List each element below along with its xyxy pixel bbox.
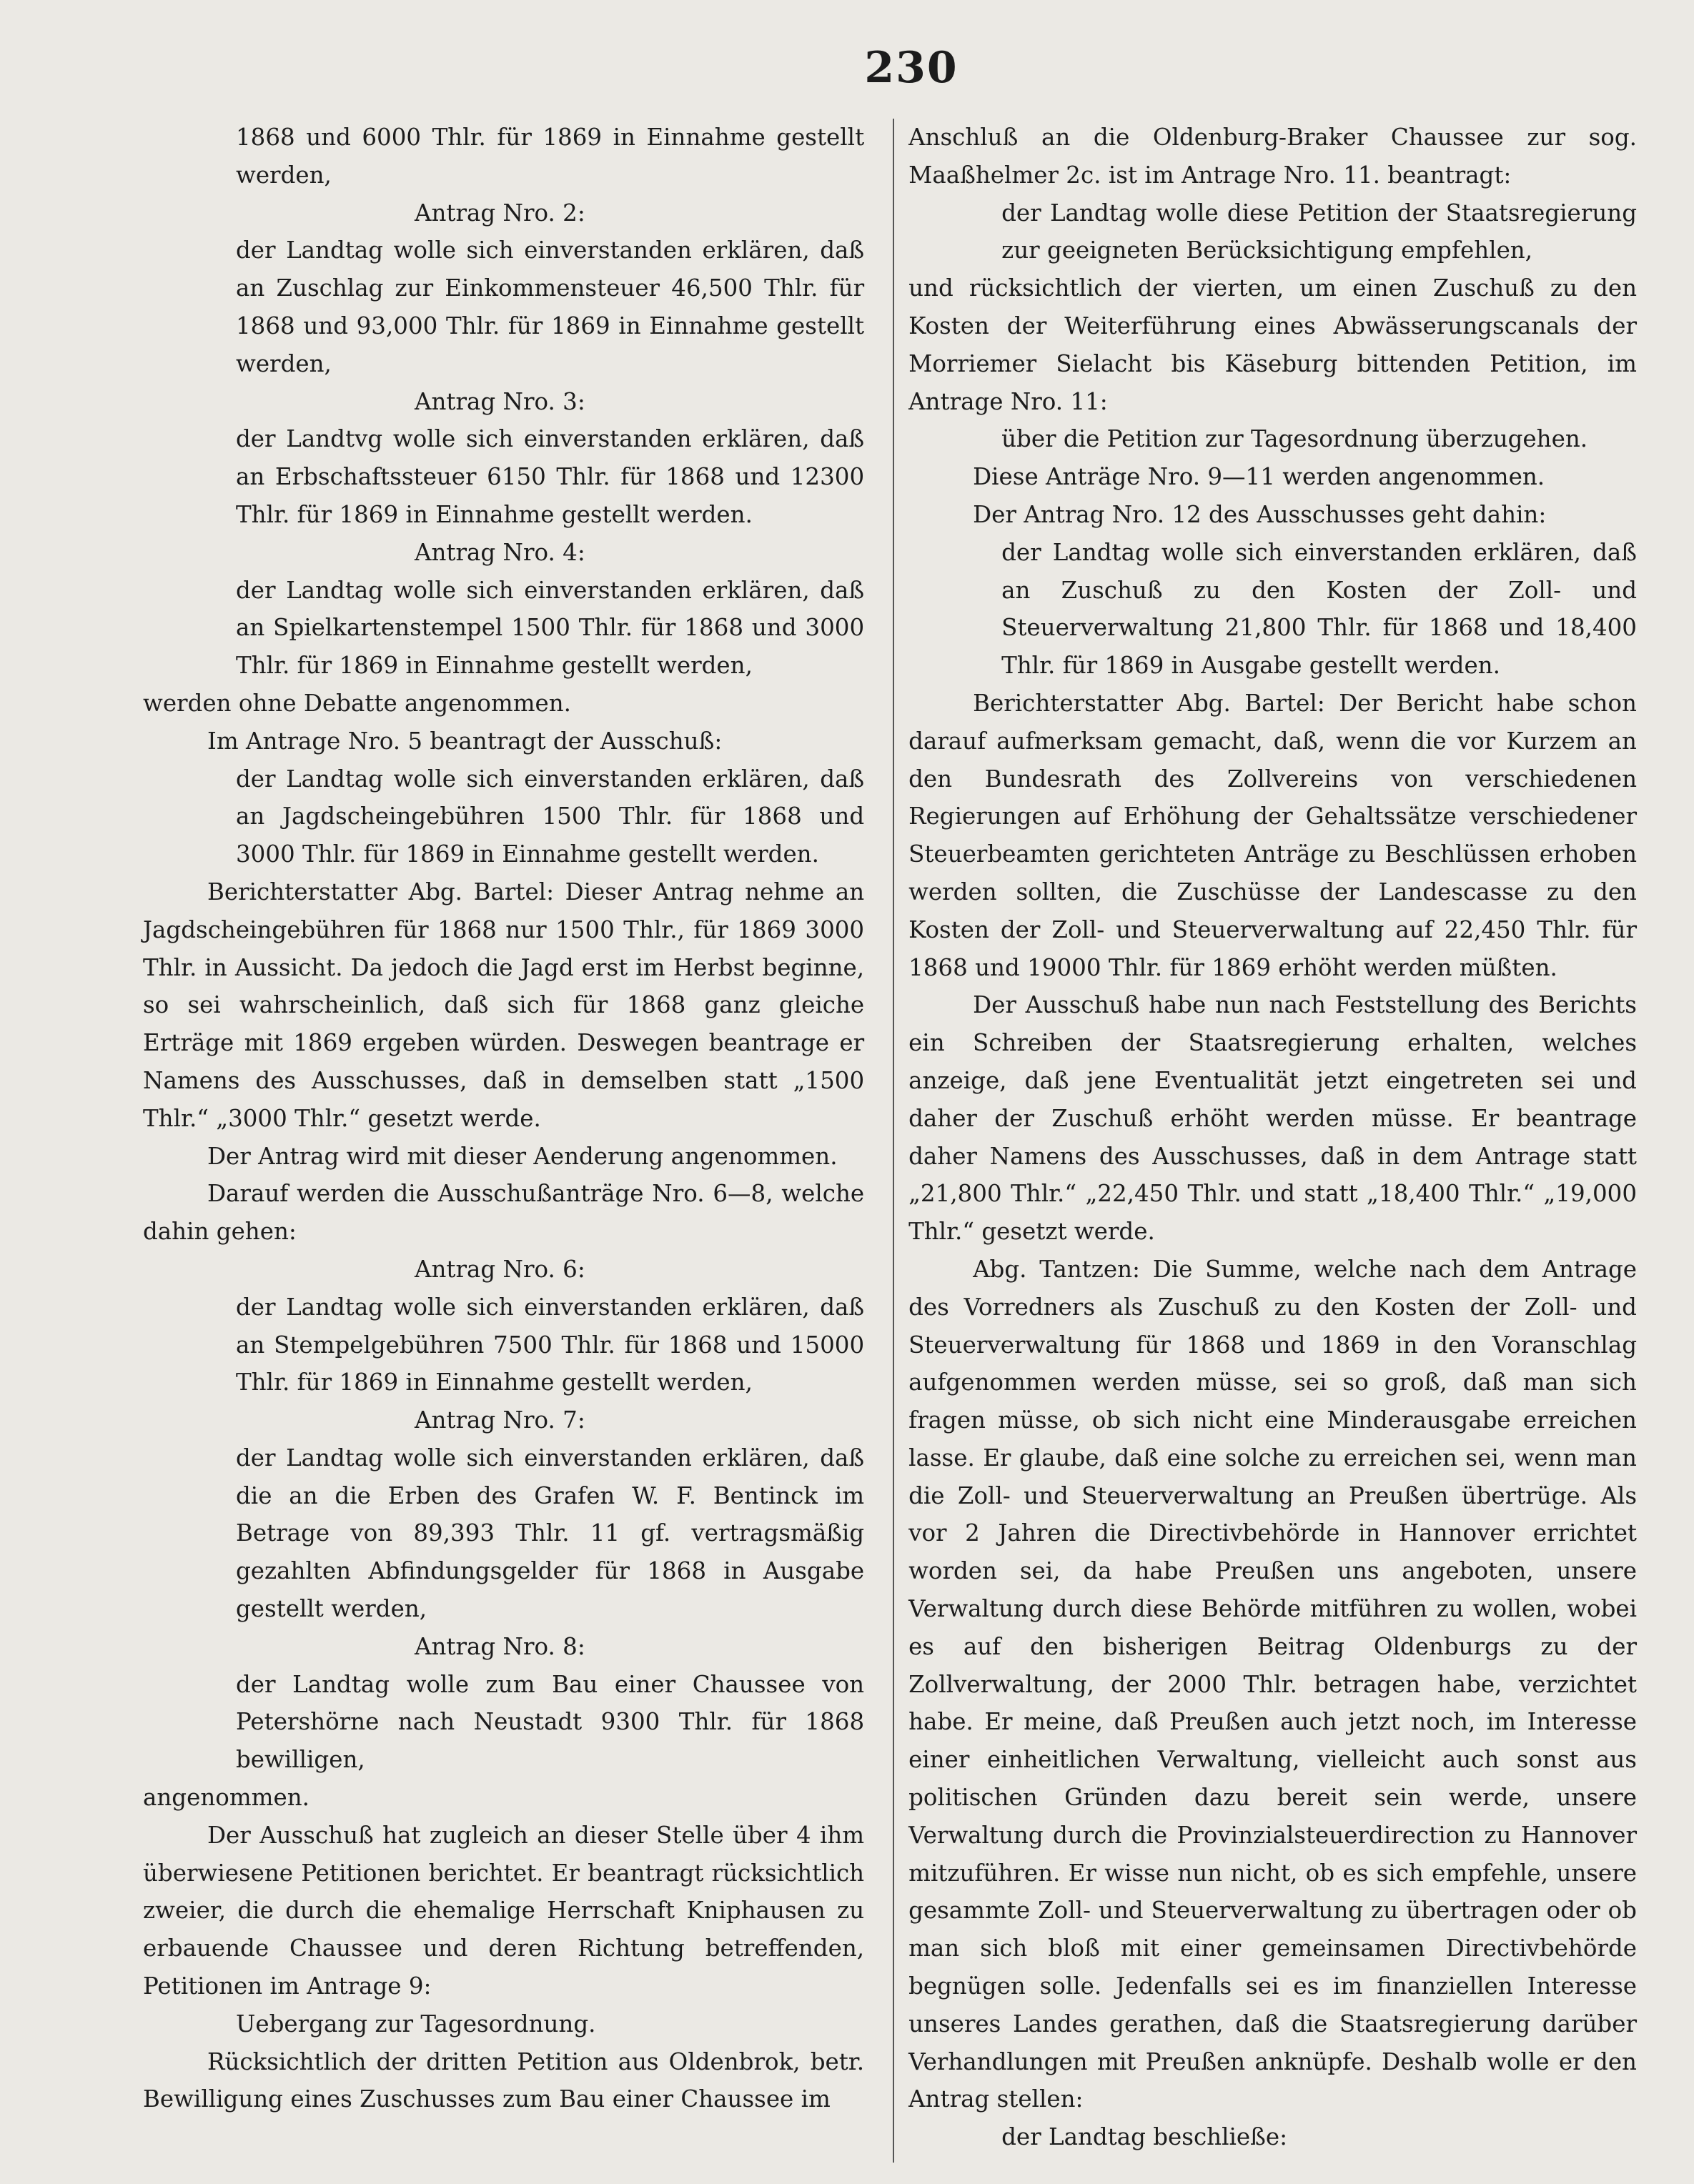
right-column-paragraph: der Landtag beschließe: [1001, 2123, 1288, 2151]
left-column-paragraph: Antrag Nro. 2: [415, 199, 585, 227]
right-column-paragraph: Der Antrag Nro. 12 des Ausschusses geht dahin: [973, 500, 1547, 528]
page-number: 230 [864, 43, 959, 93]
text-columns [143, 119, 1637, 2163]
left-column-paragraph: Der Ausschuß hat zugleich an dieser Stelle über 4 ihm überwiesene Petitionen berichtet. Er beantragt rücksichtlich zweier, die durch die ehemalige Herrschaft Kniphausen zu erbauende Chaussee und deren Richtung betreffenden, Petitionen im Antrage 9: [143, 1821, 865, 2000]
right-column-paragraph: Berichterstatter Abg. Bartel: Der Bericht habe schon darauf aufmerksam gemacht, daß, wenn die vor Kurzem an den Bundesrath des Zollvereins von verschiedenen Regierungen auf Erhöhung der Gehaltssätze verschiedener Steuerbeamten gerichteten Anträge zu Beschlüssen erhoben werden sollten, die Zuschüsse der Landescasse zu den Kosten der Zoll- und Steuerverwaltung auf 22,450 Thlr. für 1868 und 19000 Thlr. für 1869 erhöht werden müßten. [908, 689, 1637, 981]
left-column-paragraph: Berichterstatter Abg. Bartel: Dieser Antrag nehme an Jagdscheingebühren für 1868 nur 1500 Thlr., für 1869 3000 Thlr. in Aussicht. Da jedoch die Jagd erst im Herbst beginne, so sei wahrscheinlich, daß sich für 1868 ganz gleiche Erträge mit 1869 ergeben würden. Deswegen beantrage er Namens des Ausschusses, daß in demselben statt „1500 Thlr.“ „3000 Thlr.“ gesetzt werde. [143, 878, 865, 1132]
right-column-paragraph: Der Ausschuß habe nun nach Feststellung des Berichts ein Schreiben der Staatsregierung erhalten, welches anzeige, daß jene Eventualität jetzt eingetreten sei und daher der Zuschuß erhöht werden müsse. Er beantrage daher Namens des Ausschusses, daß in dem Antrage statt „21,800 Thlr.“ „22,450 Thlr. und statt „18,400 Thlr.“ „19,000 Thlr.“ gesetzt werde. [908, 991, 1637, 1246]
right-column-paragraph: der Landtag wolle sich einverstanden erklären, daß an Zuschuß zu den Kosten der Zoll- und Steuerverwaltung 21,800 Thlr. für 1868 und 18,400 Thlr. für 1869 in Ausgabe gestellt werden. [1001, 538, 1637, 680]
left-column-paragraph: der Landtag wolle sich einverstanden erklären, daß an Zuschlag zur Einkommensteuer 46,500 Thlr. für 1868 und 93,000 Thlr. für 1869 in Einnahme gestellt werden, [236, 237, 865, 377]
left-column-paragraph: Der Antrag wird mit dieser Aenderung angenommen. [207, 1142, 838, 1170]
left-column-paragraph: Antrag Nro. 7: [415, 1406, 585, 1434]
left-column-paragraph: der Landtvg wolle sich einverstanden erklären, daß an Erbschaftssteuer 6150 Thlr. für 1868 und 12300 Thlr. für 1869 in Einnahme gestellt werden. [236, 425, 865, 528]
left-column-paragraph: der Landtag wolle sich einverstanden erklären, daß an Jagdscheingebühren 1500 Thlr. für 1868 und 3000 Thlr. für 1869 in Einnahme gestellt werden. [236, 765, 865, 868]
left-column-paragraph: der Landtag wolle sich einverstanden erklären, daß an Spielkartenstempel 1500 Thlr. für 1868 und 3000 Thlr. für 1869 in Einnahme gestellt werden, [236, 576, 865, 680]
left-column-paragraph: Rücksichtlich der dritten Petition aus Oldenbrok, betr. Bewilligung eines Zuschusses zum Bau einer Chaussee im [143, 2047, 865, 2113]
right-column-paragraph: über die Petition zur Tagesordnung überzugehen. [1001, 425, 1588, 453]
left-column-paragraph: Uebergang zur Tagesordnung. [236, 2010, 596, 2037]
left-column-paragraph: Antrag Nro. 4: [415, 538, 585, 566]
column-divider [893, 119, 894, 2163]
left-column-paragraph: Antrag Nro. 6: [415, 1255, 585, 1283]
left-column-paragraph: Im Antrage Nro. 5 beantragt der Ausschuß: [207, 727, 723, 755]
left-column-paragraph: der Landtag wolle zum Bau einer Chaussee von Petershörne nach Neustadt 9300 Thlr. für 1868 bewilligen, [236, 1670, 865, 1774]
right-column [908, 119, 1637, 2163]
left-column-paragraph: werden ohne Debatte angenommen. [143, 689, 572, 717]
right-column-paragraph: und rücksichtlich der vierten, um einen Zuschuß zu den Kosten der Weiterführung eines Abwässerungscanals der Morriemer Sielacht bis Käseburg bittenden Petition, im Antrage Nro. 11: [908, 274, 1637, 415]
right-column-paragraph: Anschluß an die Oldenburg-Braker Chaussee zur sog. Maaßhelmer 2c. ist im Antrage Nro. 11. beantragt: [908, 124, 1637, 189]
right-column-paragraph: der Landtag wolle diese Petition der Staatsregierung zur geeigneten Berücksichtigung empfehlen, [1001, 199, 1637, 264]
right-column-paragraph: Diese Anträge Nro. 9—11 werden angenommen. [973, 463, 1545, 491]
right-column-paragraph: Abg. Tantzen: Die Summe, welche nach dem Antrage des Vorredners als Zuschuß zu den Kosten der Zoll- und Steuerverwaltung für 1868 und 1869 in den Voranschlag aufgenommen werden müsse, sei so groß, daß man sich fragen müsse, ob sich nicht eine Minderausgabe erreichen lasse. Er glaube, daß eine solche zu erreichen sei, wenn man die Zoll- und Steuerverwaltung an Preußen übertrüge. Als vor 2 Jahren die Directivbehörde in Hannover errichtet worden sei, da habe Preußen uns angeboten, unsere Verwaltung durch diese Behörde mitführen zu wollen, wobei es auf den bisherigen Beitrag Oldenburgs zu der Zollverwaltung, der 2000 Thlr. betragen habe, verzichtet habe. Er meine, daß Preußen auch jetzt noch, im Interesse einer einheitlichen Verwaltung, vielleicht auch sonst aus politischen Gründen dazu bereit sein werde, unsere Verwaltung durch die Provinzialsteuerdirection zu Hannover mitzuführen. Er wisse nun nicht, ob es sich empfehle, unsere gesammte Zoll- und Steuerverwaltung zu übertragen oder ob man sich bloß mit einer gemeinsamen Directivbehörde begnügen solle. Jedenfalls sei es im finanziellen Interesse unseres Landes gerathen, daß die Staatsregierung darüber Verhandlungen mit Preußen anknüpfe. Deshalb wolle er den Antrag stellen: [908, 1255, 1637, 2113]
left-column [143, 119, 886, 2163]
left-column-paragraph: der Landtag wolle sich einverstanden erklären, daß die an die Erben des Grafen W. F. Bentinck im Betrage von 89,393 Thlr. 11 gf. vertragsmäßig gezahlten Abfindungsgelder für 1868 in Ausgabe gestellt werden, [236, 1444, 865, 1623]
left-column-paragraph: 1868 und 6000 Thlr. für 1869 in Einnahme gestellt werden, [236, 124, 865, 189]
left-column-paragraph: Antrag Nro. 8: [415, 1632, 585, 1660]
left-column-paragraph: Antrag Nro. 3: [415, 387, 585, 415]
left-column-paragraph: angenommen. [143, 1784, 309, 1812]
left-column-paragraph: der Landtag wolle sich einverstanden erklären, daß an Stempelgebühren 7500 Thlr. für 1868 und 15000 Thlr. für 1869 in Einnahme gestellt werden, [236, 1293, 865, 1396]
left-column-paragraph: Darauf werden die Ausschußanträge Nro. 6—8, welche dahin gehen: [143, 1180, 865, 1246]
